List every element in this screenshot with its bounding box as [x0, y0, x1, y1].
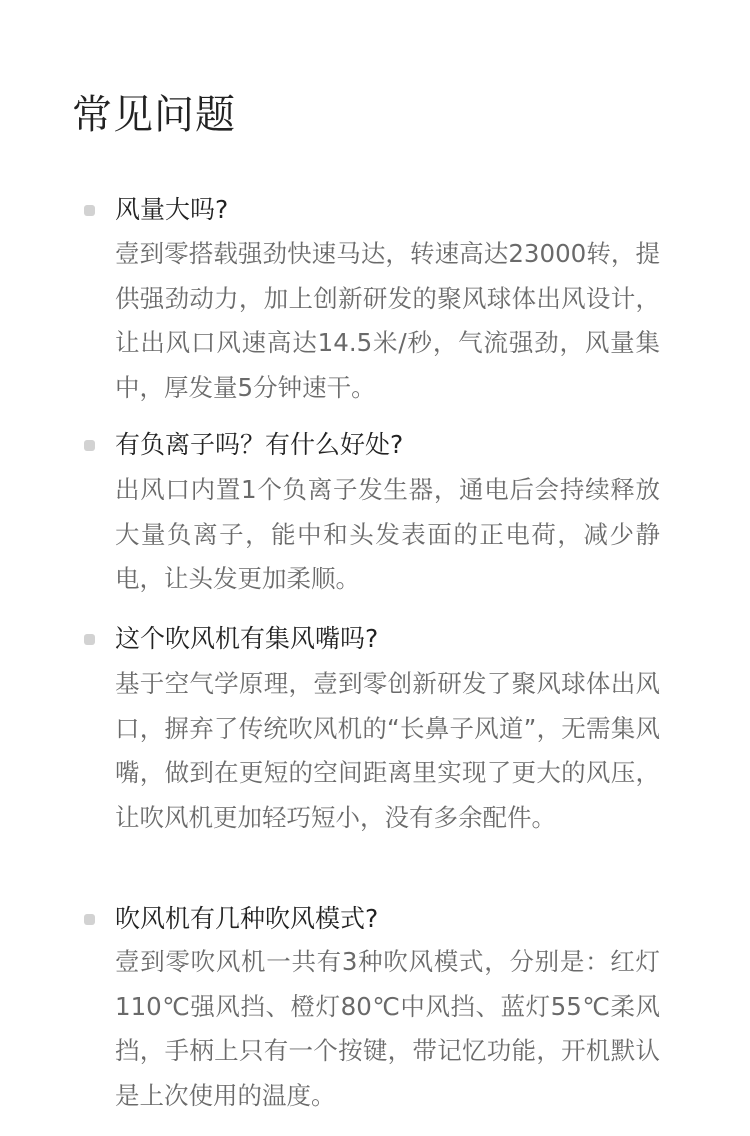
bullet-icon [84, 205, 95, 216]
bullet-icon [84, 914, 95, 925]
faq-answer: 壹到零搭载强劲快速马达，转速高达23000转，提供强劲动力，加上创新研发的聚风球体出风设计，让出风口风速高达14.5米/秒，气流强劲，风量集中，厚发量5分钟速干。 [115, 239, 660, 402]
faq-question: 有负离子吗？有什么好处? [115, 430, 404, 459]
page-title: 常见问题 [72, 91, 236, 138]
bullet-icon [84, 634, 95, 645]
faq-answer: 出风口内置1个负离子发生器，通电后会持续释放大量负离子，能中和头发表面的正电荷，减少静电，让头发更加柔顺。 [115, 475, 660, 593]
faq-answer: 基于空气学原理，壹到零创新研发了聚风球体出风口，摒弃了传统吹风机的“长鼻子风道”，无需集风嘴，做到在更短的空间距离里实现了更大的风压，让吹风机更加轻巧短小，没有多余配件。 [115, 669, 660, 832]
faq-answer: 壹到零吹风机一共有3种吹风模式，分别是：红灯110℃强风挡、橙灯80℃中风挡、蓝灯55℃柔风挡，手柄上只有一个按键，带记忆功能，开机默认是上次使用的温度。 [115, 947, 660, 1110]
faq-question: 风量大吗? [115, 195, 229, 224]
faq-question: 吹风机有几种吹风模式? [115, 904, 379, 933]
faq-question: 这个吹风机有集风嘴吗? [115, 624, 379, 653]
bullet-icon [84, 440, 95, 451]
